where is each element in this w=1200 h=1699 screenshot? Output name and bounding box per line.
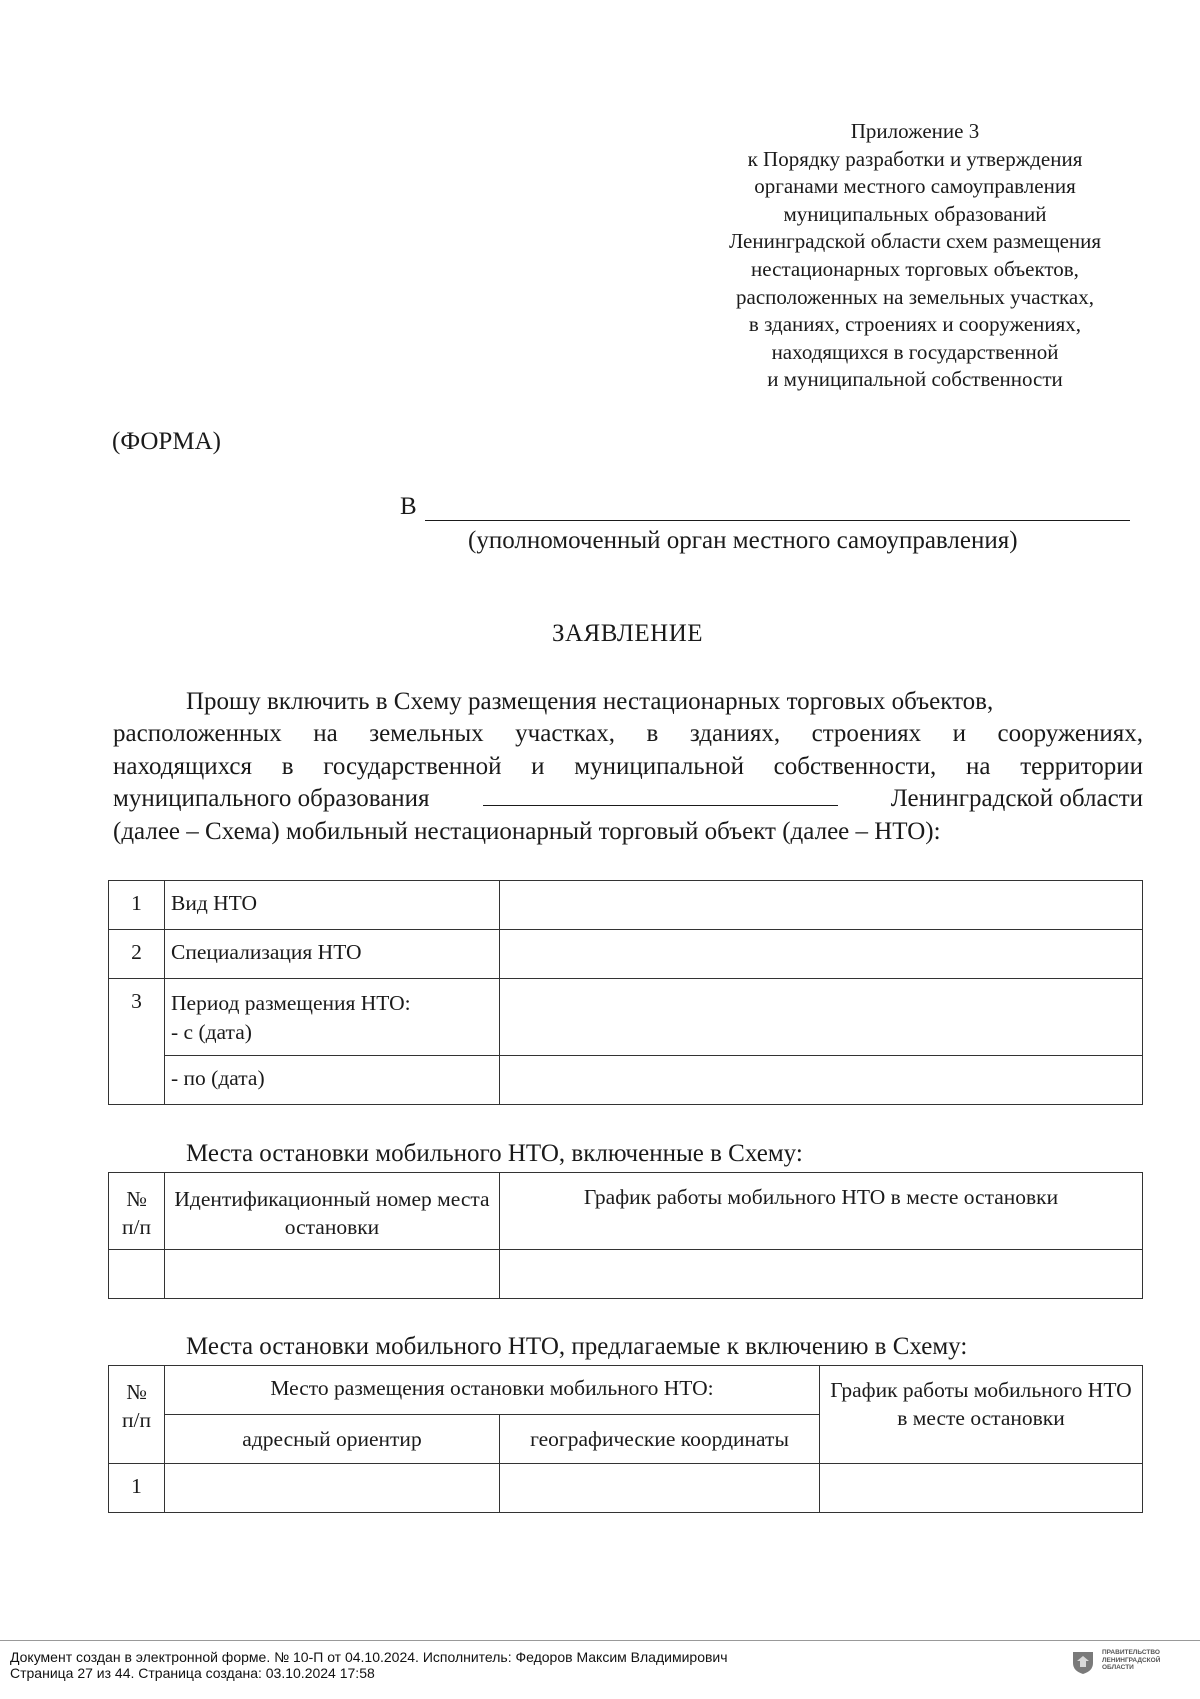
row-label (165, 979, 500, 1056)
table-row (109, 1056, 1143, 1105)
addressee-line (400, 493, 1130, 521)
header-coords: географические координаты (500, 1415, 820, 1464)
body-line: находящихся в государственной и муниципальной собственности, на территории (113, 752, 1143, 780)
cell[interactable] (820, 1464, 1143, 1513)
row-sublabel: - по (дата) (165, 1056, 500, 1105)
document-footer (0, 1640, 1200, 1699)
cell[interactable] (165, 1464, 500, 1513)
government-logo (1070, 1649, 1160, 1675)
row-sublabel: - с (дата) (171, 1020, 252, 1044)
cell[interactable] (500, 1250, 1143, 1299)
appendix-line: к Порядку разработки и утверждения (747, 146, 1083, 171)
header-schedule: График работы мобильного НТО в месте остановки (500, 1173, 1143, 1250)
footer-text (10, 1649, 728, 1681)
table-row (109, 930, 1143, 979)
table-header-row (109, 1173, 1143, 1250)
row-number: 1 (109, 881, 165, 930)
row-number: 1 (109, 1464, 165, 1513)
footer-line: Страница 27 из 44. Страница создана: 03.10.2024 17:58 (10, 1665, 375, 1681)
application-body (113, 686, 1143, 848)
footer-line: Документ создан в электронной форме. № 10-П от 04.10.2024. Исполнитель: Федоров Максим Владимирович (10, 1649, 728, 1665)
header-place: Место размещения остановки мобильного НТО: (165, 1366, 820, 1415)
row-label: Специализация НТО (165, 930, 500, 979)
table-row (109, 1464, 1143, 1513)
form-label: (ФОРМА) (112, 428, 221, 455)
row-value-cell[interactable] (500, 930, 1143, 979)
table-header-row (109, 1366, 1143, 1415)
appendix-line: и муниципальной собственности (767, 367, 1063, 392)
row-value-cell[interactable] (500, 881, 1143, 930)
logo-line: ПРАВИТЕЛЬСТВО (1102, 1649, 1160, 1656)
included-stops-table (108, 1172, 1143, 1299)
header-address: адресный ориентир (165, 1415, 500, 1464)
document-title: ЗАЯВЛЕНИЕ (551, 620, 704, 647)
addressee-field[interactable] (425, 494, 1130, 521)
addressee-caption: (уполномоченный орган местного самоуправления) (468, 527, 1018, 554)
body-line: Ленинградской области (890, 785, 1143, 813)
row-label-text: Период размещения НТО: (171, 991, 411, 1015)
proposed-stops-table (108, 1365, 1143, 1513)
appendix-line: расположенных на земельных участках, (736, 284, 1094, 309)
table2-caption: Места остановки мобильного НТО, включенные в Схему: (186, 1140, 803, 1167)
appendix-line: Ленинградской области схем размещения (728, 229, 1102, 254)
header-id: Идентификационный номер места остановки (165, 1173, 500, 1250)
table-row (109, 881, 1143, 930)
municipality-field[interactable] (483, 783, 838, 806)
cell[interactable] (165, 1250, 500, 1299)
nto-info-table (108, 880, 1143, 1105)
logo-line: ОБЛАСТИ (1102, 1664, 1134, 1671)
logo-text (1102, 1649, 1160, 1672)
row-label: Вид НТО (165, 881, 500, 930)
appendix-line: Приложение 3 (850, 119, 980, 143)
crest-icon (1070, 1649, 1096, 1675)
body-line: (далее – Схема) мобильный нестационарный торговый объект (далее – НТО): (113, 817, 941, 845)
table3-caption: Места остановки мобильного НТО, предлагаемые к включению в Схему: (186, 1333, 968, 1360)
appendix-line: муниципальных образований (783, 201, 1047, 226)
cell[interactable] (109, 1250, 165, 1299)
row-value-cell[interactable] (500, 1056, 1143, 1105)
body-line: Прошу включить в Схему размещения нестационарных торговых объектов, (186, 688, 994, 715)
table-row (109, 1250, 1143, 1299)
appendix-line: находящихся в государственной (771, 339, 1059, 364)
body-line: муниципального образования (113, 785, 430, 813)
addressee-prefix: В (400, 493, 417, 520)
row-value-cell[interactable] (500, 979, 1143, 1056)
appendix-header (690, 118, 1140, 394)
appendix-line: органами местного самоуправления (754, 174, 1076, 199)
body-line-municipality (113, 783, 1143, 815)
appendix-line: нестационарных торговых объектов, (751, 256, 1079, 281)
header-schedule: График работы мобильного НТО в месте остановки (820, 1366, 1143, 1464)
row-number: 3 (109, 979, 165, 1105)
row-number: 2 (109, 930, 165, 979)
logo-line: ЛЕНИНГРАДСКОЙ (1102, 1656, 1161, 1664)
appendix-line: в зданиях, строениях и сооружениях, (748, 312, 1082, 337)
cell[interactable] (500, 1464, 820, 1513)
table-row (109, 979, 1143, 1056)
header-num: № п/п (109, 1173, 165, 1250)
header-num: № п/п (109, 1366, 165, 1464)
body-line: расположенных на земельных участках, в зданиях, строениях и сооружениях, (113, 720, 1143, 748)
